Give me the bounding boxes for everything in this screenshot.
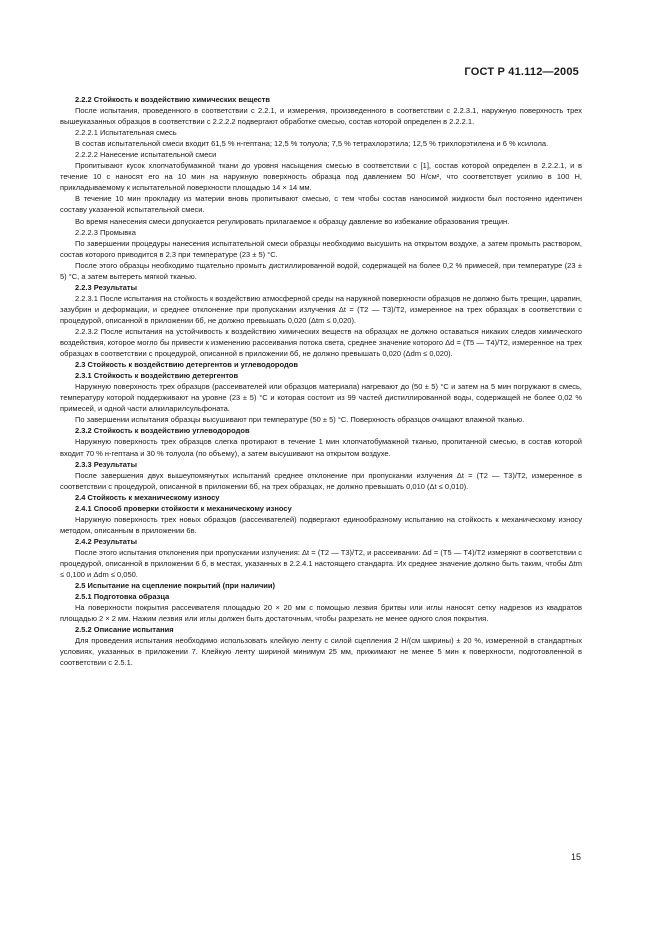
body-paragraph: После этого образцы необходимо тщательно промыть дистиллированной водой, содержащей на более 0,2 % примесей, при температуре (23 ± 5) °С, а затем вытереть мягкой тканью. bbox=[60, 260, 582, 281]
body-paragraph: Для проведения испытания необходимо использовать клейкую ленту с силой сцепления 2 Н/(см ширины) ± 20 %, измеренной в стандартных условиях, указанных в приложении 7. Клейкую ленту шириной минимум 25 мм, прижимают не менее 5 мин к поверхности, подготовленной в соответствии с 2.5.1. bbox=[60, 636, 582, 668]
body-paragraph: В течение 10 мин прокладку из материи вновь пропитывают смесью, с тем чтобы состав наносимой жидкости был постоянно идентичен составу указанной испытательной смеси. bbox=[60, 194, 582, 215]
section-heading: 2.3 Стойкость к воздействию детергентов и углеводородов bbox=[75, 360, 298, 370]
section-heading: 2.3.3 Результаты bbox=[75, 459, 138, 469]
section-heading: 2.5 Испытание на сцепление покрытий (при наличии) bbox=[75, 581, 276, 591]
subsection-heading: 2.2.2.3 Промывка bbox=[75, 227, 136, 237]
body-paragraph: 2.2.3.1 После испытания на стойкость к воздействию атмосферной среды на наружной поверхности образцов не должно быть трещин, царапин, зазубрин и деформации, и среднее отклонение при пропускании излучения Δt = (T2 — T3)/T2, измеренное на трех образцах в соответствии с процедурой, описанной в приложении 6б, не должно превышать 0,020 (Δtm ≤ 0,020). bbox=[60, 293, 582, 325]
body-paragraph: В состав испытательной смеси входит 61,5 % н-гептана; 12,5 % толуола; 7,5 % тетрахлорэтила; 12,5 % трихлорэтилена и 6 % ксилола. bbox=[75, 139, 549, 149]
section-heading: 2.5.2 Описание испытания bbox=[75, 625, 174, 635]
body-paragraph: Пропитывают кусок хлопчатобумажной ткани до уровня насыщения смесью в соответствии с [1], состав которой определен в 2.2.2.1, и в течение 10 с наносят его на 10 мин на наружную поверхность образца под давлением 50 Н/см², что соответствует усилию в 100 Н, прикладываемому к испытательной поверхности площадью 14 × 14 мм. bbox=[60, 161, 582, 193]
section-heading: 2.2.2 Стойкость к воздействию химических веществ bbox=[75, 95, 270, 104]
document-body bbox=[60, 94, 582, 668]
section-heading: 2.5.1 Подготовка образца bbox=[75, 592, 170, 602]
body-paragraph: По завершении процедуры нанесения испытательной смеси образцы необходимо высушить на открытом воздухе, а затем промыть раствором, состав которого приводится в 2.3 при температуре (23 ± 5) °С. bbox=[60, 238, 582, 259]
body-paragraph: После этого испытания отклонения при пропускании излучения: Δt = (T2 — T3)/T2, и рассеивании: Δd = (T5 — T4)/T2 измеряют в соответствии с процедурой, описанной в приложении 6 б, в местах, указанных в 2.2.4.1 настоящего стандарта. Их среднее значение должно быть таким, чтобы Δtm ≤ 0,100 и Δdm ≤ 0,050. bbox=[60, 547, 582, 580]
body-paragraph: Наружную поверхность трех образцов (рассеивателей или образцов материала) нагревают до (50 ± 5) °С и затем на 5 мин погружают в смесь, температуру которой поддерживают на уровне (23 ± 5) °С и которая состоит из 99 частей дистиллированной воды, содержащей не более 0,02 % примесей, и одной части алкиларилсульфоната. bbox=[60, 382, 582, 414]
body-paragraph: После завершения двух вышеупомянутых испытаний среднее отклонение при пропускании излучения Δt = (T2 — T3)/T2, измеренное в соответствии с процедурой, описанной в приложении 6б, на трех образцах, не должно превышать 0,010 (Δt ≤ 0,010). bbox=[60, 470, 582, 491]
body-paragraph: 2.2.3.2 После испытания на устойчивость к воздействию химических веществ на образцах не должно оставаться никаких следов химического воздействия, которое могло бы привести к изменению рассеивания потока света, среднее значение которого Δd = (T5 — T4)/T2, измеренное на трех образцах в соответствии с процедурой, описанной в приложении 6б, не должно превышать 0,020 (Δdm ≤ 0,020). bbox=[60, 326, 582, 359]
body-paragraph: На поверхности покрытия рассеивателя площадью 20 × 20 мм с помощью лезвия бритвы или иглы наносят сетку надрезов из квадратов площадью 2 × 2 мм. Нажим лезвия или иглы должен быть достаточным, чтобы разрезать не менее одного слоя покрытия. bbox=[60, 603, 582, 624]
section-heading: 2.4 Стойкость к механическому износу bbox=[75, 492, 220, 502]
section-heading: 2.3.2 Стойкость к воздействию углеводородов bbox=[75, 426, 250, 436]
standard-code-header: ГОСТ Р 41.112—2005 bbox=[464, 66, 579, 78]
body-paragraph: Наружную поверхность трех образцов слегка протирают в течение 1 мин хлопчатобумажной тканью, пропитанной смесью, в состав которой входит 70 % н-гептана и 30 % толуола (по объему), а затем высушивают на открытом воздухе. bbox=[60, 437, 582, 458]
subsection-heading: 2.2.2.2 Нанесение испытательной смеси bbox=[75, 150, 217, 160]
section-heading: 2.4.2 Результаты bbox=[75, 536, 138, 546]
body-paragraph: Во время нанесения смеси допускается регулировать прилагаемое к образцу давление во избежание образования трещин. bbox=[75, 216, 510, 226]
page-number: 15 bbox=[570, 852, 581, 862]
body-paragraph: Наружную поверхность трех новых образцов (рассеивателей) подвергают единообразному испытанию на стойкость к механическому износу методом, описанным в приложении 6в. bbox=[60, 514, 582, 535]
subsection-heading: 2.2.2.1 Испытательная смесь bbox=[75, 128, 177, 138]
section-heading: 2.2.3 Результаты bbox=[75, 282, 138, 292]
body-paragraph: По завершении испытания образцы высушивают при температуре (50 ± 5) °С. Поверхность образцов очищают влажной тканью. bbox=[75, 415, 525, 425]
body-paragraph: После испытания, проведенного в соответствии с 2.2.1, и измерения, произведенного в соответствии с 2.2.3.1, наружную поверхность трех вышеуказанных образцов в соответствии с 2.2.2.2 подвергают обработке смесью, состав которой определен в 2.2.2.1. bbox=[60, 106, 582, 127]
section-heading: 2.4.1 Способ проверки стойкости к механическому износу bbox=[75, 503, 292, 513]
section-heading: 2.3.1 Стойкость к воздействию детергентов bbox=[75, 371, 239, 381]
